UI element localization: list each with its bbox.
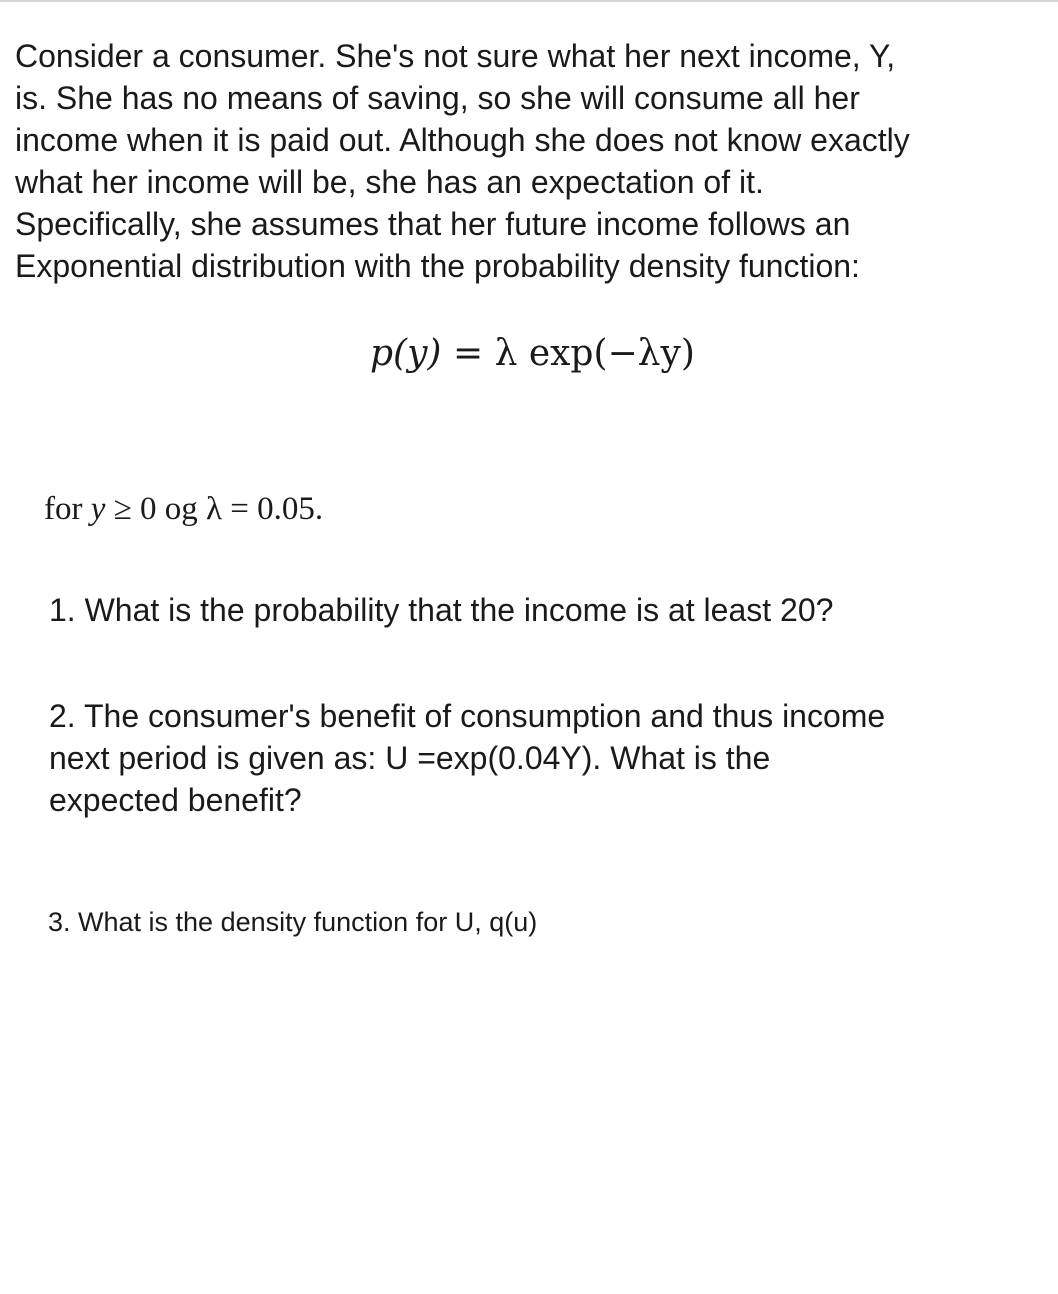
intro-line: is. She has no means of saving, so she will consume all her: [15, 80, 860, 116]
intro-paragraph: [15, 35, 1050, 287]
question-line: 1. What is the probability that the income is at least 20?: [49, 592, 834, 628]
top-divider: [0, 0, 1058, 2]
pdf-formula: [370, 330, 695, 378]
condition-og: og: [164, 491, 198, 527]
question-line: 2. The consumer's benefit of consumption and thus income: [49, 698, 886, 734]
intro-line: income when it is paid out. Although she does not know exactly: [15, 122, 910, 158]
question-line: 3. What is the density function for U, q(u): [48, 907, 538, 937]
intro-line: what her income will be, she has an expectation of it.: [15, 164, 764, 200]
condition-for: for: [44, 491, 83, 527]
formula-rhs: λ exp(−λy): [494, 333, 695, 374]
question-2: [49, 695, 885, 821]
formula-condition: [44, 487, 323, 531]
question-1: [49, 589, 833, 631]
formula-lhs: p(y): [370, 333, 442, 374]
condition-inequality: ≥ 0: [113, 491, 157, 527]
question-line: expected benefit?: [49, 782, 302, 818]
condition-variable: y: [90, 491, 106, 527]
intro-line: Specifically, she assumes that her future income follows an: [15, 206, 851, 242]
condition-value: = 0.05.: [230, 491, 324, 527]
intro-line: Consider a consumer. She's not sure what her next income, Y,: [15, 38, 896, 74]
question-line: next period is given as: U =exp(0.04Y). What is the: [49, 740, 771, 776]
formula-equals: =: [452, 333, 484, 374]
intro-line: Exponential distribution with the probability density function:: [15, 248, 860, 284]
question-3: [48, 903, 537, 941]
condition-lambda: λ: [206, 491, 223, 527]
